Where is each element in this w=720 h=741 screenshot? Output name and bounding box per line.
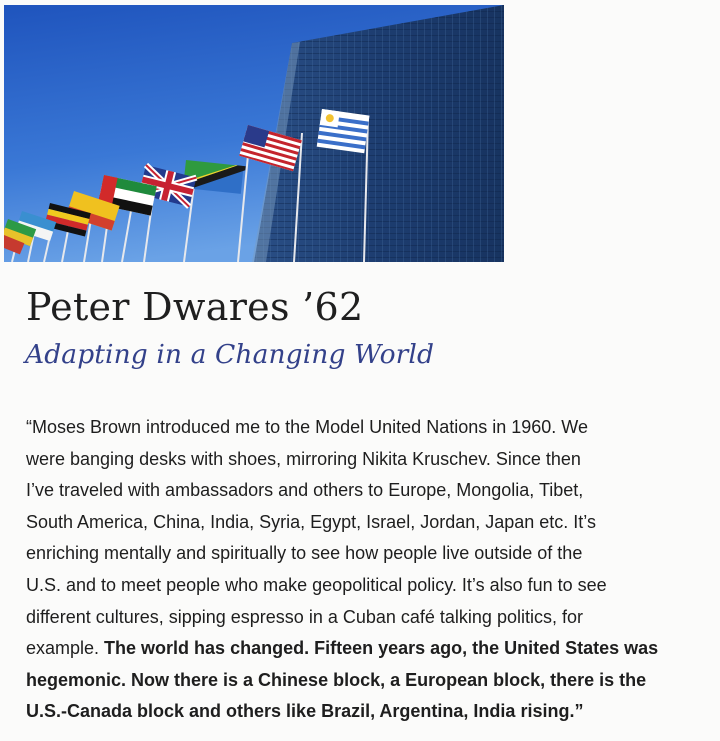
quote-paragraph [26, 412, 716, 728]
quote-line: were banging desks with shoes, mirroring Nikita Kruschev. Since then [26, 448, 581, 469]
quote-line: South America, China, India, Syria, Egypt, Israel, Jordan, Japan etc. It’s [26, 511, 596, 532]
article-title: Peter Dwares ’62 [26, 285, 364, 329]
article-subtitle: Adapting in a Changing World [25, 339, 435, 370]
quote-emphasis: The world has changed. Fifteen years ago, the United States was [104, 638, 659, 659]
quote-line: I’ve traveled with ambassadors and others to Europe, Mongolia, Tibet, [26, 480, 584, 501]
flags-building-photo [4, 5, 504, 262]
quote-line [26, 696, 716, 728]
quote-emphasis: U.S.-Canada block and others like Brazil, Argentina, India rising.” [26, 701, 584, 722]
quote-line [26, 665, 716, 697]
quote-line: different cultures, sipping espresso in a Cuban café talking politics, for [26, 606, 583, 627]
quote-line: enriching mentally and spiritually to see how people live outside of the [26, 543, 583, 564]
quote-line: U.S. and to meet people who make geopolitical policy. It’s also fun to see [26, 574, 607, 595]
quote-line: example. The world has changed. Fifteen years ago, the United States was [26, 638, 659, 659]
quote-line: “Moses Brown introduced me to the Model United Nations in 1960. We [26, 417, 588, 437]
quote-emphasis: hegemonic. Now there is a Chinese block, a European block, there is the [26, 669, 647, 690]
